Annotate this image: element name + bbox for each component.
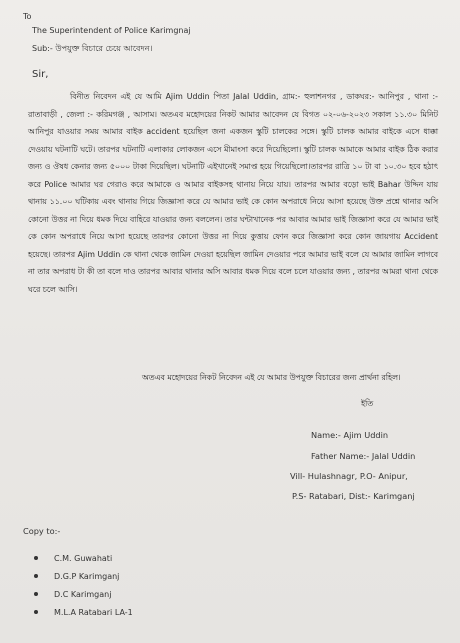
copy-to-item-label: D.G.P Karimganj xyxy=(54,571,120,581)
signature-police-station: P.S- Ratabari, Dist:- Karimganj xyxy=(292,491,415,501)
copy-to-item xyxy=(28,567,133,585)
copy-to-item xyxy=(28,603,133,621)
copy-to-item xyxy=(28,549,133,567)
to-label: To xyxy=(23,12,32,21)
bullet-icon xyxy=(34,610,38,614)
salutation: Sir, xyxy=(32,69,49,80)
bullet-icon xyxy=(34,556,38,560)
letter-body xyxy=(28,88,438,298)
body-paragraph: বিনীত নিবেদন এই যে আমি Ajim Uddin পিতা Jalal Uddin, গ্রাম:- হুলাশনগর , ডাকঘর:- আনিপুর , থানা :- রাতাবাড়ী , জেলা :- করিমগঞ্জ , আসাম। অতএব মহোদয়ের নিকট আমার আবেদন যে বিগত ০২-০৬-২০২৩ সকাল ১১.৩০ মিনিট আনিপুর যাওয়ার সময় আমার বাইক accident হয়েছিল জনা একজন স্কুটি চালকের সঙ্গে। স্কুটি চালক আমার বাইকে এসে ধাক্কা দেওয়ায় ঘটনাটি ঘটে। তারপর ঘটনাটি এলাকার লোকজন এসে মীমাংসা করে দিয়েছিলো। স্কুটি চালক আমাকে আমার বাইক ঠিক করার জন্য ও ঔষধ কেনার জন্য ৫০০০ টাকা দিয়েছিল। ঘটনাটি এইখানেই সমাপ্ত হয়ে গিয়েছিলো।তারপর রাত্রি ১০ টা বা ১০.৩০ হবে হঠাৎ করে Police আমার ঘর গেরাও করে আমাকে ও আমার বাইকসহ থানায় নিয়ে যায়। তারপর আমার বড়ো ভাই Bahar উদ্দিন যায় থানায় ১১.০০ ঘটিকায় এবং থানায় গিয়ে জিজ্ঞাসা করে যে আমার ভাই কে কোন অপরাধে নিয়ে আসা হয়েছে উক্ত প্রশ্নে থানার অসি কোনো উত্তর না দিয়ে ধমক দিয়ে বাহিরে যাওয়ার জন্য বললেন। তার ঘন্টাখানেক পর আবার আমার ভাই জিজ্ঞাসা করে যে আমার ভাই কে কোন অপরাধে নিয়ে আসা হয়েছে তারপর কোনো উত্তর না দিয়ে কুত্তায় ফোন করে জিজ্ঞাসা করে কোন জায়গায় Accident হয়েছে। তারপর Ajim Uddin কে থানা থেকে জামিন দেওয়া হয়েছিল জামিন দেওয়ার পরে আমার ভাই বলে যে আমার জামিন লাগবে না তার অপরাধ টা কী তা বলে দাও তারপর আবার থানার অসি আবার ধমক দিয়ে বলে চলে যাওয়ার জন্য , তারপর আমরা থানা থেকে ঘরে চলে আসি। xyxy=(28,92,438,294)
subject-line: Sub:- উপযুক্ত বিচারে চেয়ে আবেদন। xyxy=(32,44,153,53)
iti-sign-off: ইতি xyxy=(361,399,374,408)
copy-to-item-label: D.C Karimganj xyxy=(54,589,112,599)
copy-to-label: Copy to:- xyxy=(23,526,61,536)
copy-to-item-label: C.M. Guwahati xyxy=(54,553,113,563)
bullet-icon xyxy=(34,574,38,578)
copy-to-item xyxy=(28,585,133,603)
bullet-icon xyxy=(34,592,38,596)
signature-father-name: Father Name:- Jalal Uddin xyxy=(311,451,416,461)
signature-name: Name:- Ajim Uddin xyxy=(311,430,389,440)
copy-to-list xyxy=(28,549,133,621)
closing-line: অতএব মহোদয়ের নিকট নিবেদন এই যে আমার উপযুক্ত বিচারের জন্য প্রার্থনা রহিল। xyxy=(142,373,401,382)
recipient-line: The Superintendent of Police Karimgnaj xyxy=(32,26,191,35)
signature-village: Vill- Hulashnagr, P.O- Anipur, xyxy=(290,471,408,481)
copy-to-item-label: M.L.A Ratabari LA-1 xyxy=(54,607,133,617)
